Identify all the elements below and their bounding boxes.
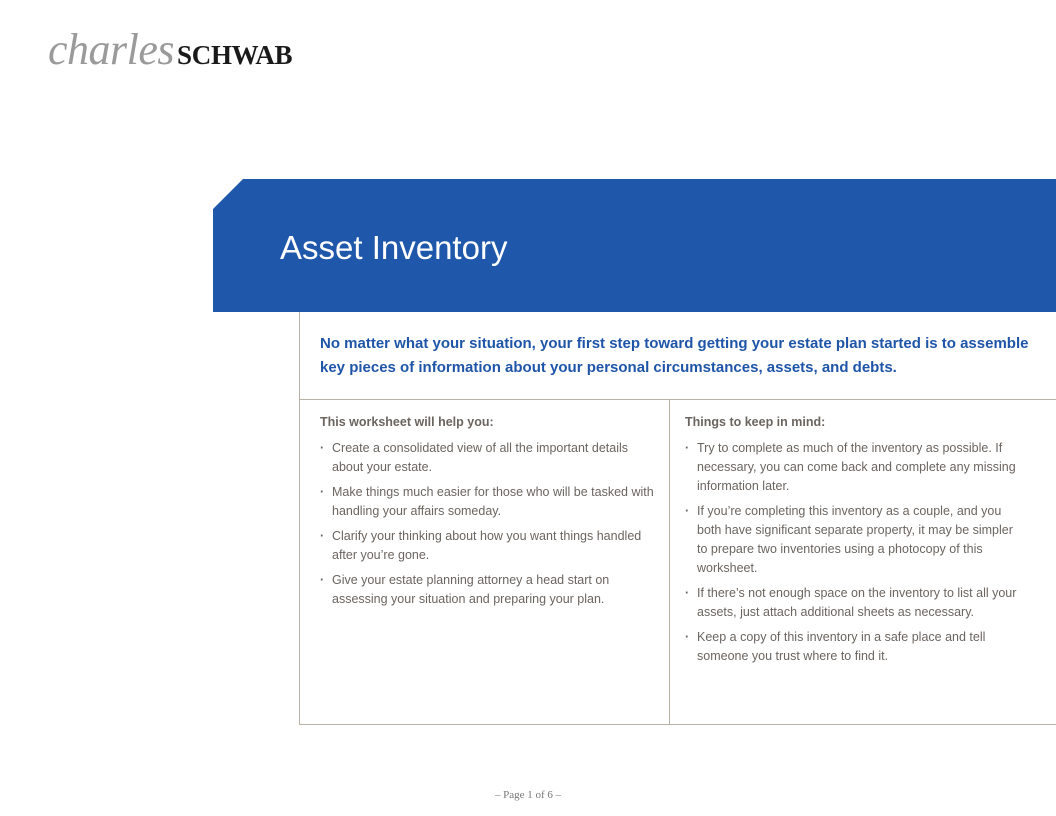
page-number: – Page 1 of 6 – [494,789,562,801]
list-item: · Make things much easier for those who will be tasked with handling your affairs someday. [320,483,655,521]
charles-schwab-logo [48,24,292,75]
vertical-divider [669,400,670,725]
list-item: · Try to complete as much of the inventory as possible. If necessary, you can come back and complete any missing information later. [685,439,1025,496]
worksheet-benefits-column [320,415,655,615]
list-item: · Clarify your thinking about how you want things handled after you’re gone. [320,527,655,565]
horizontal-divider [300,399,1056,400]
logo-charles-text: charles [48,25,175,74]
page-title: Asset Inventory [280,229,508,266]
worksheet-benefits-list [320,439,655,609]
list-item: · Keep a copy of this inventory in a safe place and tell someone you trust where to find it. [685,628,1025,666]
things-to-keep-in-mind-column [685,415,1025,672]
list-item: · Give your estate planning attorney a head start on assessing your situation and preparing your plan. [320,571,655,609]
worksheet-benefits-heading: This worksheet will help you: [320,415,494,429]
title-banner [213,179,1056,312]
content-box [299,312,1056,725]
intro-text: No matter what your situation, your first step toward getting your estate plan started is to assemble key pieces of information about your personal circumstances, assets, and debts. [320,335,1029,376]
logo-schwab-text: SCHWAB [177,40,293,70]
list-item: · If you’re completing this inventory as a couple, and you both have significant separate property, it may be simpler to prepare two inventories using a photocopy of this worksheet. [685,502,1025,578]
list-item: · Create a consolidated view of all the important details about your estate. [320,439,655,477]
list-item: · If there’s not enough space on the inventory to list all your assets, just attach additional sheets as necessary. [685,584,1025,622]
things-to-keep-in-mind-list [685,439,1025,666]
things-to-keep-in-mind-heading: Things to keep in mind: [685,415,826,429]
